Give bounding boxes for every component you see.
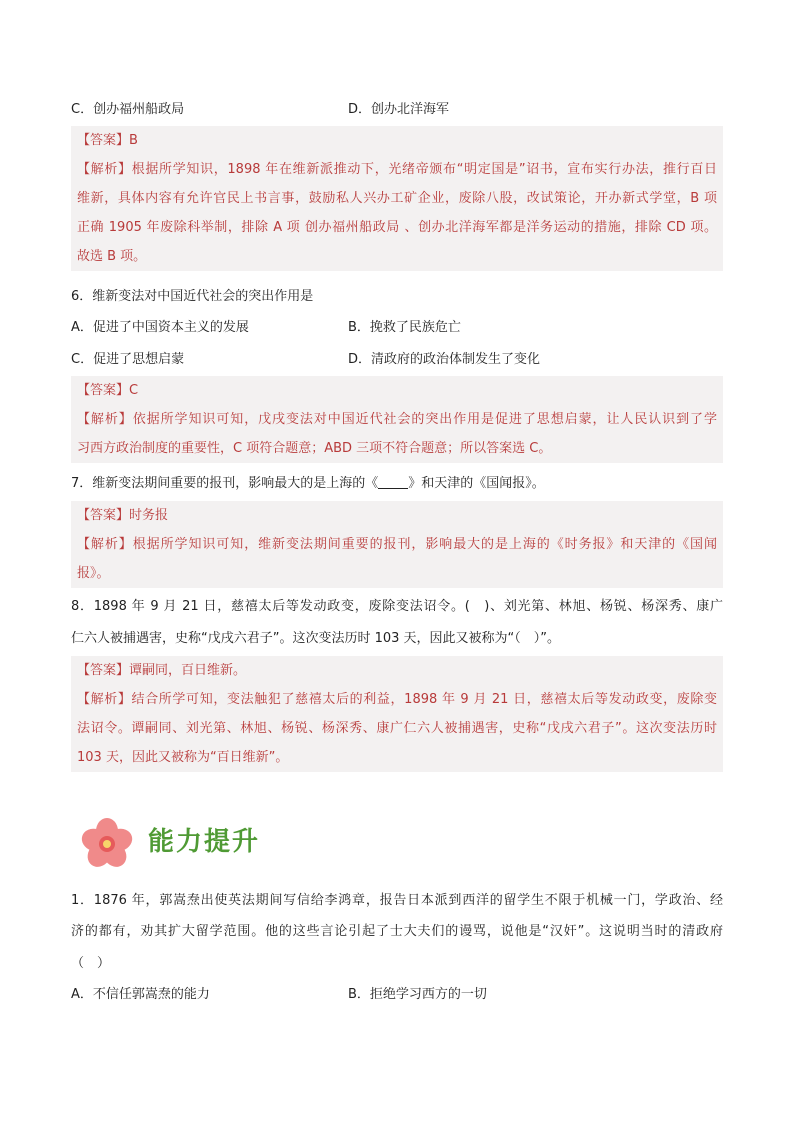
p1-option-a: A．不信任郭嵩焘的能力 — [71, 987, 210, 1002]
q8-answer-box — [71, 656, 723, 772]
q5-option-d: D．创办北洋海军 — [348, 102, 450, 117]
q7-stem-start: 7．维新变法期间重要的报刊，影响最大的是上海的《 — [71, 476, 379, 491]
q6-option-d: D．清政府的政治体制发生了变化 — [348, 352, 541, 367]
q7-analysis-line: 【解析】根据所学知识可知，维新变法期间重要的报刊，影响最大的是上海的《时务报》和天津的《国闻 — [77, 537, 717, 552]
q5-analysis-line: 维新，具体内容有允许官民上书言事，鼓励私人兴办工矿企业，废除八股，改试策论，开办新式学堂，B 项 — [77, 191, 717, 206]
p1-stem-line: 1．1876 年，郭嵩焘出使英法期间写信给李鸿章，报告日本派到西洋的留学生不限于机械一门，学政治、经 — [71, 893, 723, 908]
flower-icon — [78, 816, 136, 872]
q7-stem — [71, 469, 723, 498]
q6-stem: 6．维新变法对中国近代社会的突出作用是 — [71, 289, 314, 304]
q8-analysis-line: 103 天，因此又被称为“百日维新”。 — [77, 750, 289, 765]
q5-option-c: C．创办福州船政局 — [71, 102, 185, 117]
q8-analysis-line: 法诏令。谭嗣同、刘光第、林旭、杨锐、杨深秀、康广仁六人被捕遇害，史称“戊戌六君子”。这次变法历时 — [77, 721, 717, 736]
q6-option-b: B．挽救了民族危亡 — [348, 320, 461, 335]
q8-stem-line: 仁六人被捕遇害，史称“戊戌六君子”。这次变法历时 103 天，因此又被称为“（ ）”。 — [71, 631, 561, 646]
p1-stem-line: 济的都有，劝其扩大留学范围。他的这些言论引起了士大夫们的谩骂，说他是“汉奸”。这说明当时的清政府 — [71, 924, 723, 939]
q8-answer: 【答案】谭嗣同，百日维新。 — [77, 663, 247, 678]
q7-answer: 【答案】时务报 — [77, 508, 169, 523]
q6-option-a: A．促进了中国资本主义的发展 — [71, 320, 249, 335]
q5-analysis-line: 故选 B 项。 — [77, 249, 147, 264]
q6-analysis-line: 习西方政治制度的重要性，C 项符合题意；ABD 三项不符合题意；所以答案选 C。 — [77, 441, 552, 456]
q5-answer-box — [71, 126, 723, 271]
q5-analysis-line: 正确 1905 年废除科举制，排除 A 项 创办福州船政局 、创办北洋海军都是洋务运动的措施，排除 CD 项。 — [77, 220, 717, 235]
q7-stem-end: 》和天津的《国闻报》。 — [408, 476, 545, 491]
q6-analysis-line: 【解析】依据所学知识可知，戊戌变法对中国近代社会的突出作用是促进了思想启蒙，让人民认识到了学 — [77, 412, 717, 427]
q8-analysis-line: 【解析】结合所学可知，变法触犯了慈禧太后的利益，1898 年 9 月 21 日，慈禧太后等发动政变，废除变 — [77, 692, 717, 707]
q6-option-c: C．促进了思想启蒙 — [71, 352, 185, 367]
q7-blank — [378, 474, 408, 489]
section-title: 能力提升 — [148, 827, 261, 857]
p1-option-b: B．拒绝学习西方的一切 — [348, 987, 487, 1002]
q6-answer: 【答案】C — [77, 383, 139, 398]
q7-analysis-line: 报》。 — [77, 566, 110, 581]
q5-answer: 【答案】B — [77, 133, 138, 148]
q8-stem-line: 8．1898 年 9 月 21 日，慈禧太后等发动政变，废除变法诏令。( )、刘光第、林旭、杨锐、杨深秀、康广 — [71, 599, 723, 614]
q5-analysis-line: 【解析】根据所学知识，1898 年在维新派推动下，光绪帝颁布“明定国是”诏书，宣布实行办法，推行百日 — [77, 162, 717, 177]
q7-answer-box — [71, 501, 723, 588]
q6-answer-box — [71, 376, 723, 463]
p1-stem-line: （ ） — [71, 956, 111, 971]
